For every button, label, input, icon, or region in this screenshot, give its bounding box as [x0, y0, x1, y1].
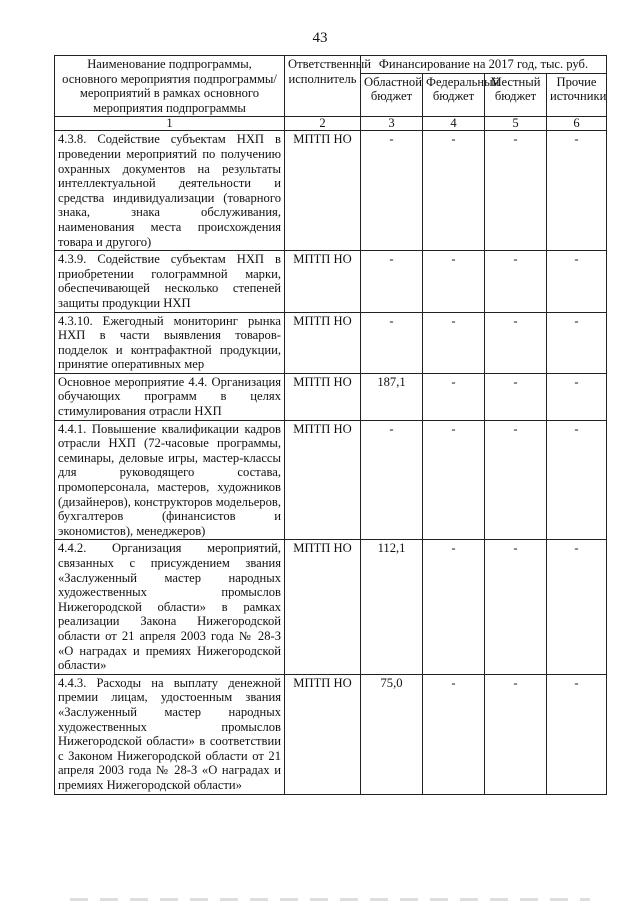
row-local: - — [485, 674, 547, 794]
column-number-row — [55, 117, 607, 131]
row-local: - — [485, 251, 547, 312]
row-responsible: МПТП НО — [285, 674, 361, 794]
header-federal-budget: Федеральный бюджет — [423, 73, 485, 117]
row-other: - — [547, 312, 607, 373]
row-other: - — [547, 420, 607, 540]
row-other: - — [547, 251, 607, 312]
row-regional: - — [361, 312, 423, 373]
header-local-budget: Местный бюджет — [485, 73, 547, 117]
row-federal: - — [423, 312, 485, 373]
row-federal: - — [423, 373, 485, 420]
row-name: 4.3.8. Содействие субъектам НХП в проведении мероприятий по получению охранных документов на результаты интеллектуальной деятельности и средства индивидуализации (товарного знака, знака обслуживания, наименования места происхождения товара и другого) — [55, 131, 285, 251]
row-local: - — [485, 131, 547, 251]
row-regional: - — [361, 131, 423, 251]
row-local: - — [485, 420, 547, 540]
row-other: - — [547, 540, 607, 674]
header-other-sources: Прочие источники — [547, 73, 607, 117]
row-name: 4.3.9. Содействие субъектам НХП в приобретении голограммной марки, обеспечивающей несколько степеней защиты продукции НХП — [55, 251, 285, 312]
row-name: 4.4.3. Расходы на выплату денежной премии лицам, удостоенным звания «Заслуженный мастер народных художественных промыслов Нижегородской области» в соответствии с Законом Нижегородской области от 21 апреля 2003 года № 28-З «О наградах и премиях Нижегородской области» — [55, 674, 285, 794]
column-number: 3 — [361, 117, 423, 131]
row-regional: 75,0 — [361, 674, 423, 794]
column-number: 4 — [423, 117, 485, 131]
row-responsible: МПТП НО — [285, 540, 361, 674]
row-local: - — [485, 373, 547, 420]
row-name: 4.4.2. Организация мероприятий, связанных с присуждением звания «Заслуженный мастер народных художественных промыслов Нижегородской области» в рамках реализации Закона Нижегородской области от 21 апреля 2003 года № 28-З «О наградах и премиях Нижегородской области» — [55, 540, 285, 674]
row-responsible: МПТП НО — [285, 373, 361, 420]
row-name: 4.3.10. Ежегодный мониторинг рынка НХП в части выявления товаров-подделок и контрафактной продукции, принятие оперативных мер — [55, 312, 285, 373]
table-row — [55, 420, 607, 540]
column-number: 5 — [485, 117, 547, 131]
row-regional: 112,1 — [361, 540, 423, 674]
row-name: Основное мероприятие 4.4. Организация обучающих программ в целях стимулирования отрасли НХП — [55, 373, 285, 420]
column-number: 6 — [547, 117, 607, 131]
table-row — [55, 312, 607, 373]
header-financing: Финансирование на 2017 год, тыс. руб. — [361, 56, 607, 74]
row-federal: - — [423, 540, 485, 674]
row-name: 4.4.1. Повышение квалификации кадров отрасли НХП (72-часовые программы, семинары, деловые игры, мастер-классы для руководящего состава, промоперсонала, мастеров, художников (дизайнеров), конструкторов модельеров, бухгалтеров (финансистов и экономистов), менеджеров) — [55, 420, 285, 540]
table-row — [55, 131, 607, 251]
row-responsible: МПТП НО — [285, 251, 361, 312]
column-number: 1 — [55, 117, 285, 131]
header-responsible: Ответственный исполнитель — [285, 56, 361, 117]
table-row — [55, 251, 607, 312]
row-federal: - — [423, 251, 485, 312]
row-other: - — [547, 131, 607, 251]
table-row — [55, 373, 607, 420]
scan-artifact — [70, 898, 590, 901]
row-federal: - — [423, 674, 485, 794]
row-regional: 187,1 — [361, 373, 423, 420]
header-regional-budget: Областной бюджет — [361, 73, 423, 117]
header-name: Наименование подпрограммы, основного мероприятия подпрограммы/мероприятий в рамках основного мероприятия подпрограммы — [55, 56, 285, 117]
page-number: 43 — [312, 30, 328, 46]
row-local: - — [485, 312, 547, 373]
row-other: - — [547, 674, 607, 794]
row-responsible: МПТП НО — [285, 420, 361, 540]
column-number: 2 — [285, 117, 361, 131]
row-other: - — [547, 373, 607, 420]
row-responsible: МПТП НО — [285, 312, 361, 373]
row-local: - — [485, 540, 547, 674]
row-federal: - — [423, 131, 485, 251]
row-regional: - — [361, 251, 423, 312]
table-row — [55, 540, 607, 674]
financing-table — [54, 55, 607, 795]
row-federal: - — [423, 420, 485, 540]
row-regional: - — [361, 420, 423, 540]
row-responsible: МПТП НО — [285, 131, 361, 251]
table-row — [55, 674, 607, 794]
